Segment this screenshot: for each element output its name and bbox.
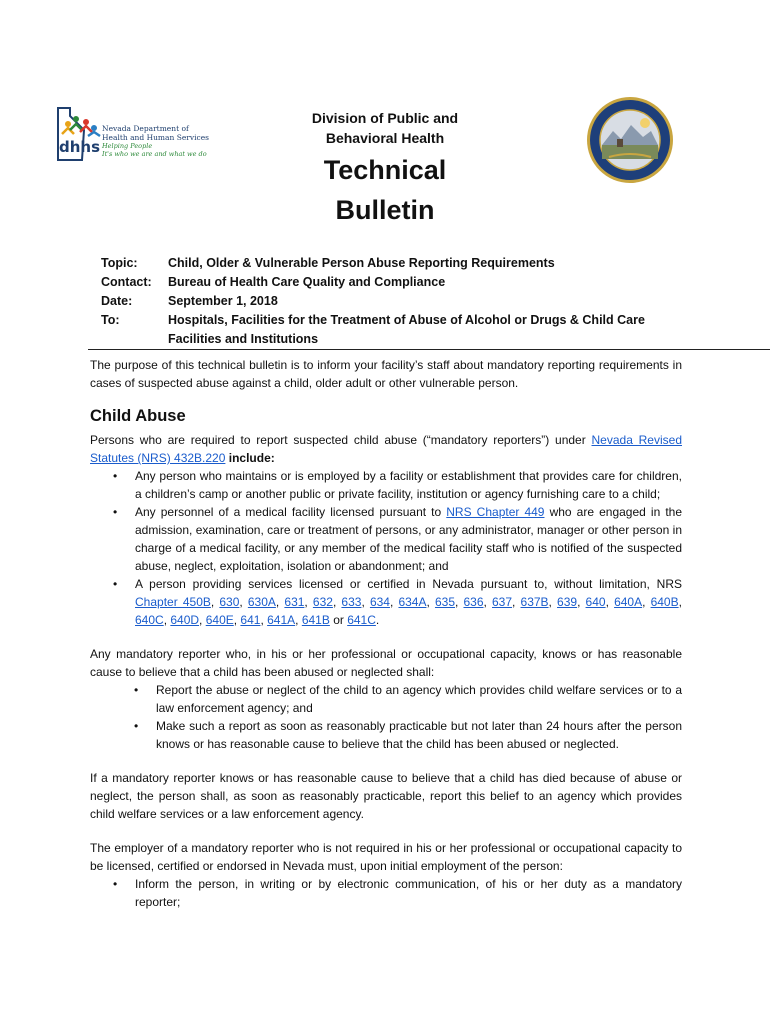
list-item [90,681,682,717]
link-separator: , [163,613,171,627]
link-separator: , [260,613,268,627]
logo-tagline-1: Helping People [102,142,153,150]
paragraph-child-death: If a mandatory reporter knows or has reasonable cause to believe that a child has died because of abuse or neglect, the person shall, as soon as reasonably practicable, report this belief to an agency which provides child welfare services or a law enforcement agency. [90,771,682,821]
chapter-link[interactable]: 635 [434,595,455,609]
bullet-icon: • [134,683,139,697]
chapter-link[interactable]: 641A [267,613,296,627]
chapter-link[interactable]: 636 [463,595,484,609]
list-item-text: A person providing services licensed or certified in Nevada pursuant to, without limitation, NRS [135,577,682,591]
nrs-chapter-449-link[interactable]: NRS Chapter 449 [446,505,545,519]
list-item-text: Make such a report as soon as reasonably practicable but not later than 24 hours after the person knows or has reasonable cause to believe that the child has been abused or neglected. [156,719,682,751]
dhhs-logo-icon [56,104,102,168]
chapter-link[interactable]: 630 [219,595,240,609]
bulletin-details [101,254,701,349]
section-heading: Child Abuse [90,407,186,425]
paragraph-mandatory-reporters [90,431,682,467]
division-name [280,108,490,148]
link-separator: , [455,595,464,609]
link-separator: , [483,595,492,609]
meta-value: Hospitals, Facilities for the Treatment of Abuse of Alcohol or Drugs & Child Care Facilities and Institutions [168,313,645,346]
chapter-link[interactable]: 640A [614,595,643,609]
duty-list [90,681,682,753]
title-line-1: Technical [323,155,447,185]
meta-row-topic [101,254,701,273]
link-separator: , [199,613,206,627]
chapter-link[interactable]: 637 [492,595,513,609]
list-item-text: who are engaged in the admission, examination, care or treatment of persons, or any administrator, manager or other person in charge of a medical facility, or any member of the medical facility staff who is notified of the suspected abuse, neglect, exploitation, isolation or abandonment; and [135,505,683,573]
chapter-link[interactable]: 640D [170,613,200,627]
division-line-2: Behavioral Health [325,130,445,146]
spacer [90,823,682,839]
bullet-icon: • [113,877,118,891]
meta-row-contact [101,273,701,292]
meta-value: Bureau of Health Care Quality and Compliance [168,275,446,289]
chapter-link[interactable]: 634A [398,595,427,609]
list-item [90,875,682,911]
bullet-icon: • [113,577,118,591]
link-separator: , [548,595,558,609]
list-item-text: . [375,613,380,627]
link-separator: , [361,595,370,609]
link-separator: , [295,613,302,627]
chapter-link-641c[interactable]: 641C [347,613,376,627]
meta-label: Topic: [101,256,138,270]
list-item-text: Report the abuse or neglect of the child to an agency which provides child welfare services or to a law enforcement agency; and [156,683,682,715]
nrs-432b220-link[interactable]: Nevada Revised Statutes (NRS) 432B.220 [90,433,682,465]
page-title [280,150,490,230]
list-item [90,575,682,629]
divider [88,349,770,350]
logo-tagline-2: It's who we are and what we do [102,150,207,158]
bullet-icon: • [113,505,118,519]
intro-paragraph: The purpose of this technical bulletin is to inform your facility’s staff about mandatory reporting requirements in cases of suspected abuse against a child, older adult or other vulnerable person. [90,358,682,390]
list-item-text: Any person who maintains or is employed by a facility or establishment that provides care for children, a children’s camp or another public or private facility, institution or agency furnishing care to a child; [135,469,682,501]
paragraph-reporter-duty: Any mandatory reporter who, in his or her professional or occupational capacity, knows or has reasonable cause to believe that a child has been abused or neglected shall: [90,647,682,679]
division-line-1: Division of Public and [311,110,459,126]
chapter-link[interactable]: 641B [301,613,330,627]
list-item-text: Any personnel of a medical facility licensed pursuant to [135,505,447,519]
reporter-list [90,467,682,629]
list-item [90,467,682,503]
bullet-icon: • [134,719,139,733]
chapter-link[interactable]: 639 [557,595,578,609]
link-separator: , [304,595,313,609]
dhhs-logo [56,104,216,168]
link-separator: , [605,595,615,609]
link-separator: , [389,595,399,609]
meta-value: September 1, 2018 [168,294,278,308]
link-separator: , [642,595,651,609]
link-separator: , [275,595,285,609]
spacer [90,629,682,645]
chapter-link[interactable]: Chapter 450B [135,595,211,609]
chapter-link[interactable]: 633 [341,595,362,609]
link-separator: , [210,595,220,609]
chapter-link[interactable]: 637B [520,595,549,609]
meta-row-to [101,311,701,349]
chapter-link[interactable]: 640E [205,613,234,627]
bulletin-body [90,356,682,911]
meta-label: Date: [101,294,133,308]
meta-label: Contact: [101,275,152,289]
bullet-icon: • [113,469,118,483]
nevada-state-seal-icon [585,95,675,185]
chapter-link[interactable]: 634 [369,595,390,609]
link-separator: , [233,613,241,627]
chapter-link[interactable]: 632 [312,595,333,609]
chapter-link[interactable]: 640B [650,595,679,609]
paragraph-employer-duty: The employer of a mandatory reporter who is not required in his or her professional or occupational capacity to be licensed, certified or endorsed in Nevada must, upon initial employment of the person: [90,841,682,873]
list-item-text: Inform the person, in writing or by electronic communication, of his or her duty as a mandatory reporter; [135,877,682,909]
chapter-links [135,595,682,627]
chapter-link[interactable]: 640C [135,613,164,627]
svg-text:dhhs: dhhs [59,138,101,156]
logo-text [102,124,209,158]
employer-list [90,875,682,911]
chapter-link[interactable]: 641 [240,613,261,627]
chapter-link[interactable]: 630A [247,595,276,609]
list-item [90,717,682,753]
link-separator: , [678,595,682,609]
list-item [90,503,682,575]
paragraph-text: Persons who are required to report suspected child abuse (“mandatory reporters”) under [90,433,592,447]
title-line-2: Bulletin [335,195,435,225]
paragraph-tail: include: [225,451,275,465]
meta-label: To: [101,313,120,327]
link-separator: , [512,595,521,609]
meta-row-date [101,292,701,311]
list-item-text: or [329,613,348,627]
chapter-link[interactable]: 631 [284,595,305,609]
link-separator: , [332,595,342,609]
link-separator: , [426,595,435,609]
chapter-link[interactable]: 640 [585,595,606,609]
logo-line-2: Health and Human Services [102,133,210,142]
spacer [90,753,682,769]
link-separator: , [239,595,248,609]
meta-value: Child, Older & Vulnerable Person Abuse Reporting Requirements [168,256,555,270]
logo-line-1: Nevada Department of [102,124,189,133]
link-separator: , [577,595,586,609]
